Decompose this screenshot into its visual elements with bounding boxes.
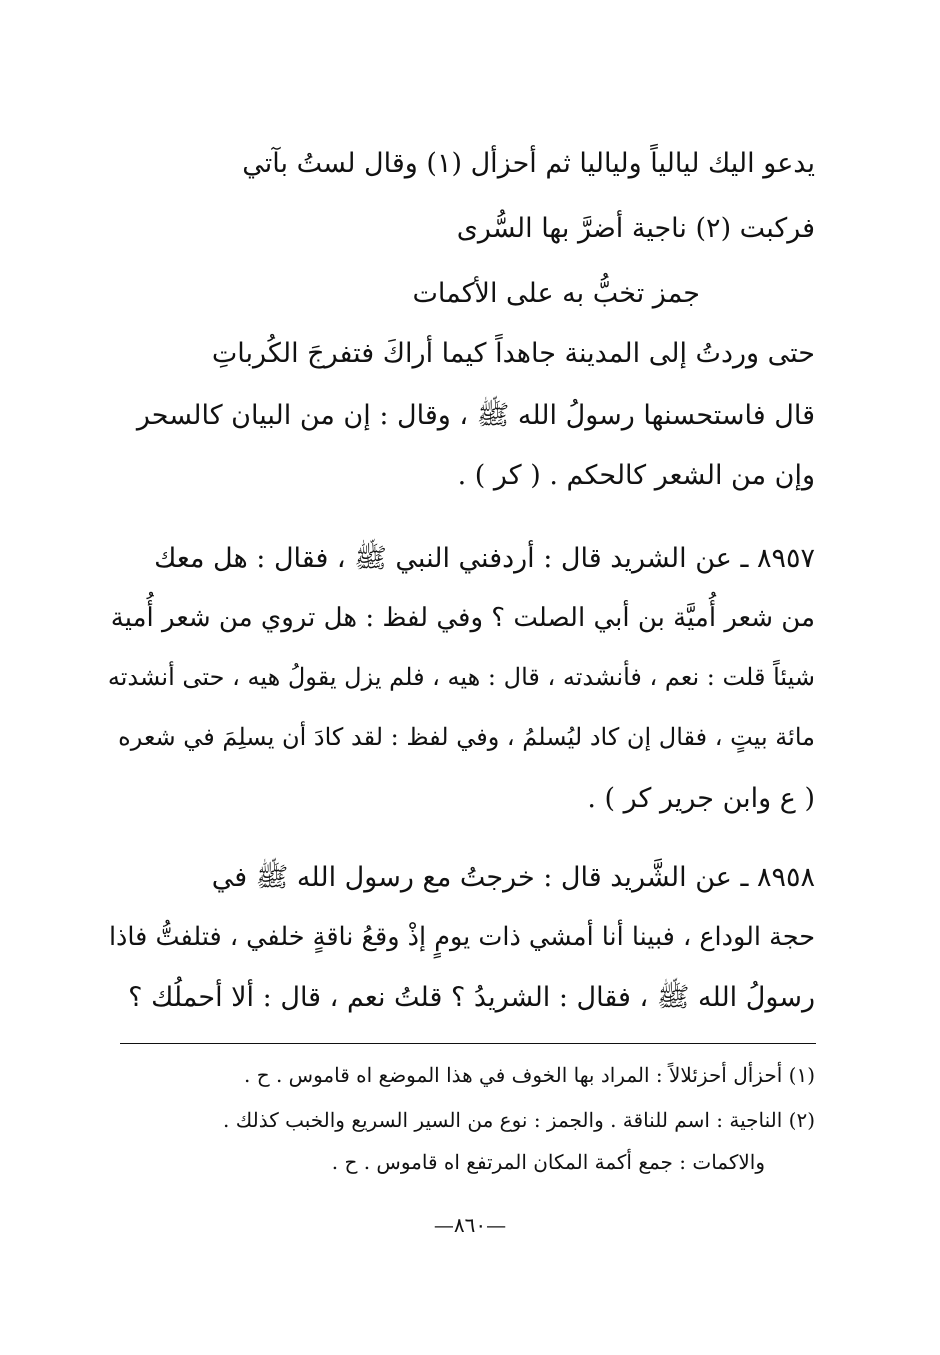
hadith-8957-line-3: شيئاً قلت : نعم ، فأنشدته ، قال : هيه ، فلم يزل يقولُ هيه ، حتى أنشدته — [107, 663, 815, 691]
poem-line-2: فركبت (٢) ناجية أضرَّ بها السُّرى — [456, 213, 815, 244]
body-line-2: وإن من الشعر كالحكم . ( كر ) . — [457, 460, 815, 491]
hadith-8957-line-1: ٨٩٥٧ ـ عن الشريد قال : أردفني النبي ﷺ ، فقال : هل معك — [154, 543, 815, 574]
poem-line-3: جمز تخبُّ به على الأكمات — [412, 278, 700, 309]
hadith-8957-line-4: مائة بيتٍ ، فقال إن كاد ليُسلمُ ، وفي لفظ : لقد كادَ أن يسلِمَ في شعره — [118, 723, 815, 751]
hadith-8957-line-5: ( ع وابن جرير كر ) . — [587, 783, 815, 814]
hadith-8957-line-2: من شعر أُميَّة بن أبي الصلت ؟ وفي لفظ : هل تروي من شعر أُمية — [110, 603, 815, 633]
poem-line-4: حتى وردتُ إلى المدينة جاهداً كيما أراكَ فتفرجَ الكُرباتِ — [211, 338, 815, 369]
hadith-8958-line-1: ٨٩٥٨ ـ عن الشَّريد قال : خرجتُ مع رسول الله ﷺ في — [211, 862, 815, 893]
hadith-8958-line-2: حجة الوداع ، فبينا أنا أمشي ذات يومٍ إذْ وقعُ ناقةٍ خلفي ، فتلفتُّ فاذا — [108, 922, 815, 952]
footnote-2: (٢) الناجية : اسم للناقة . والجمز : نوع من السير السريع والخبب كذلك . — [223, 1108, 815, 1132]
hadith-8958-line-3: رسولُ الله ﷺ ، فقال : الشريدُ ؟ قلتُ نعم ، قال : ألا أحملُك ؟ — [128, 982, 815, 1013]
page-number: —٨٦٠— — [433, 1213, 507, 1237]
footnote-separator — [120, 1043, 816, 1044]
body-line-1: قال فاستحسنها رسولُ الله ﷺ ، وقال : إن من البيان كالسحر — [136, 400, 815, 431]
footnote-2-continued: والاكمات : جمع أكمة المكان المرتفع اه قاموس . ح . — [331, 1150, 765, 1174]
footnote-1: (١) أحزأل أحزئلالاً : المراد بها الخوف في هذا الموضع اه قاموس . ح . — [243, 1063, 815, 1087]
poem-line-1: يدعو اليك ليالياً ولياليا ثم أحزأل (١) وقال لستُ بآتي — [242, 148, 815, 179]
